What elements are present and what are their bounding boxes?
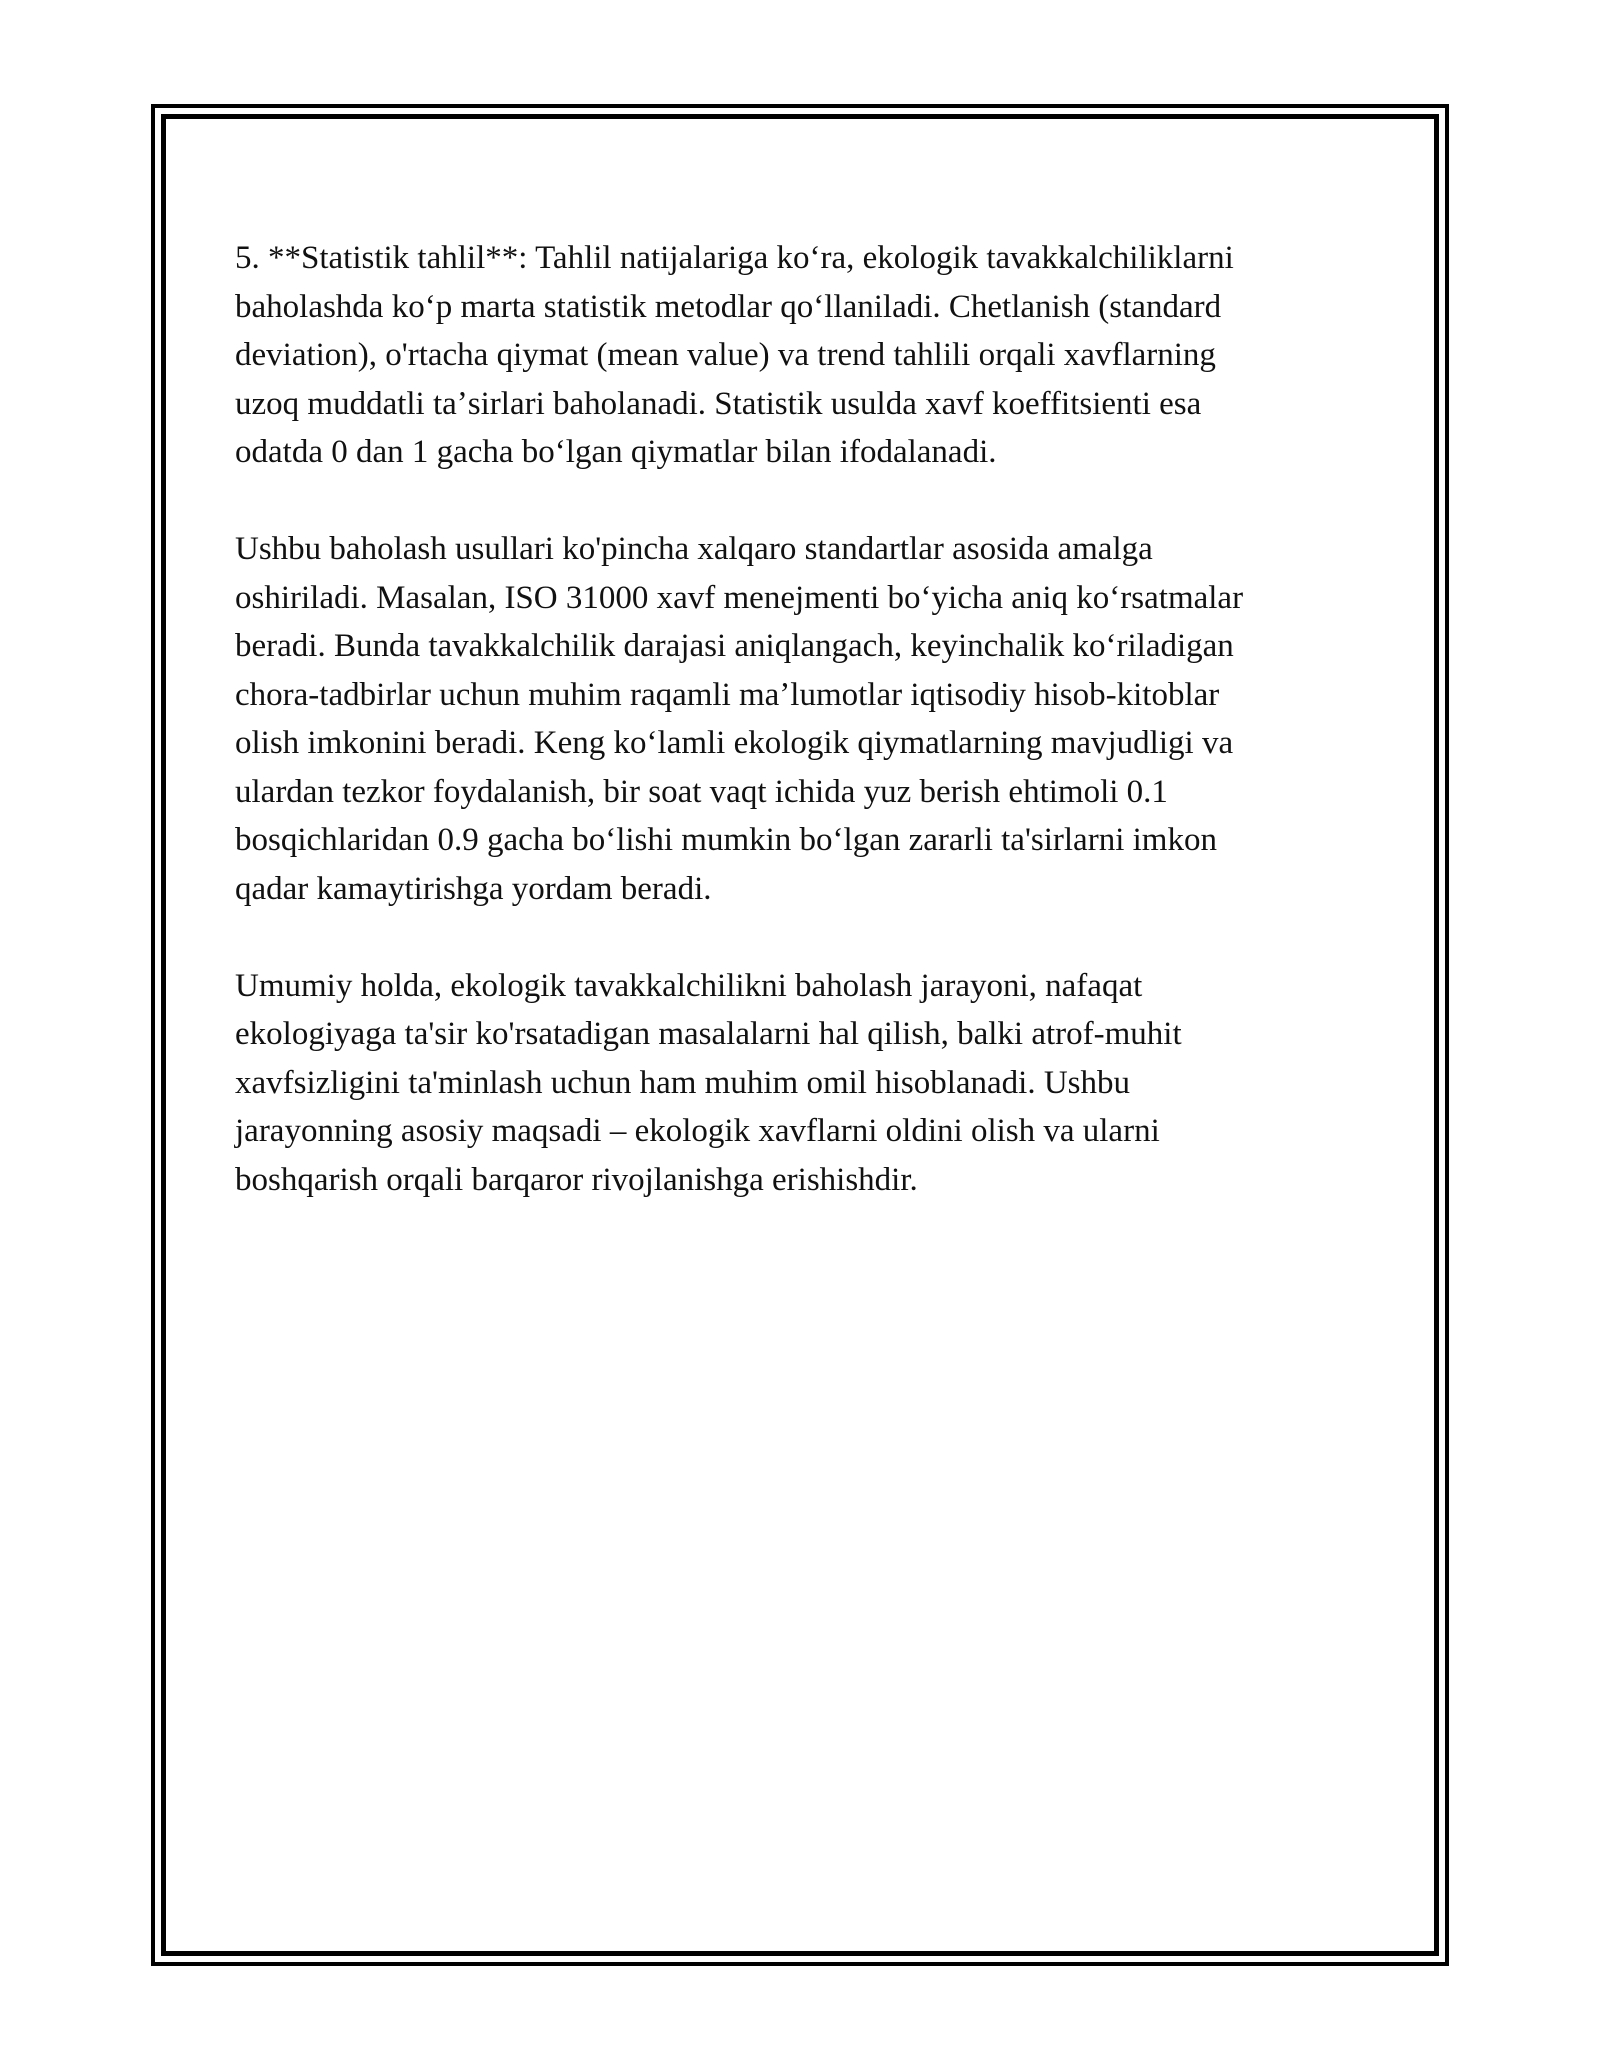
text-line: odatda 0 dan 1 gacha boʻlgan qiymatlar bilan ifodalanadi. bbox=[235, 434, 997, 470]
text-line: chora-tadbirlar uchun muhim raqamli maʼlumotlar iqtisodiy hisob-kitoblar bbox=[235, 676, 1220, 713]
text-line: qadar kamaytirishga yordam beradi. bbox=[235, 870, 712, 907]
text-line: jarayonning asosiy maqsadi – ekologik xavflarni oldini olish va ularni bbox=[235, 1113, 1160, 1149]
text-line: xavfsizligini ta'minlash uchun ham muhim omil hisoblanadi. Ushbu bbox=[235, 1064, 1131, 1101]
text-line: olish imkonini beradi. Keng koʻlamli ekologik qiymatlarning mavjudligi va bbox=[235, 725, 1234, 761]
text-line: bosqichlaridan 0.9 gacha boʻlishi mumkin boʻlgan zararli ta'sirlarni imkon bbox=[235, 822, 1217, 858]
document-body bbox=[235, 234, 1375, 1253]
text-line: beradi. Bunda tavakkalchilik darajasi aniqlangach, keyinchalik koʻriladigan bbox=[235, 628, 1234, 664]
paragraph-international-standards bbox=[235, 525, 1375, 913]
paragraph-conclusion bbox=[235, 962, 1375, 1205]
paragraph-statistical-analysis bbox=[235, 234, 1375, 477]
text-line: uzoq muddatli taʼsirlari baholanadi. Statistik usulda xavf koeffitsienti esa bbox=[235, 385, 1202, 422]
text-line: 5. **Statistik tahlil**: Tahlil natijalariga koʻra, ekologik tavakkalchiliklarni bbox=[235, 240, 1234, 276]
text-line: deviation), o'rtacha qiymat (mean value) va trend tahlili orqali xavflarning bbox=[235, 337, 1216, 373]
text-line: ekologiyaga ta'sir ko'rsatadigan masalalarni hal qilish, balki atrof-muhit bbox=[235, 1016, 1182, 1052]
text-line: ulardan tezkor foydalanish, bir soat vaqt ichida yuz berish ehtimoli 0.1 bbox=[235, 773, 1168, 810]
text-line: Ushbu baholash usullari ko'pincha xalqaro standartlar asosida amalga bbox=[235, 531, 1153, 567]
text-line: Umumiy holda, ekologik tavakkalchilikni baholash jarayoni, nafaqat bbox=[235, 967, 1143, 1004]
text-line: oshiriladi. Masalan, ISO 31000 xavf menejmenti boʻyicha aniq koʻrsatmalar bbox=[235, 579, 1244, 616]
text-line: baholashda koʻp marta statistik metodlar qoʻllaniladi. Chetlanish (standard bbox=[235, 288, 1222, 325]
text-line: boshqarish orqali barqaror rivojlanishga erishishdir. bbox=[235, 1161, 918, 1198]
